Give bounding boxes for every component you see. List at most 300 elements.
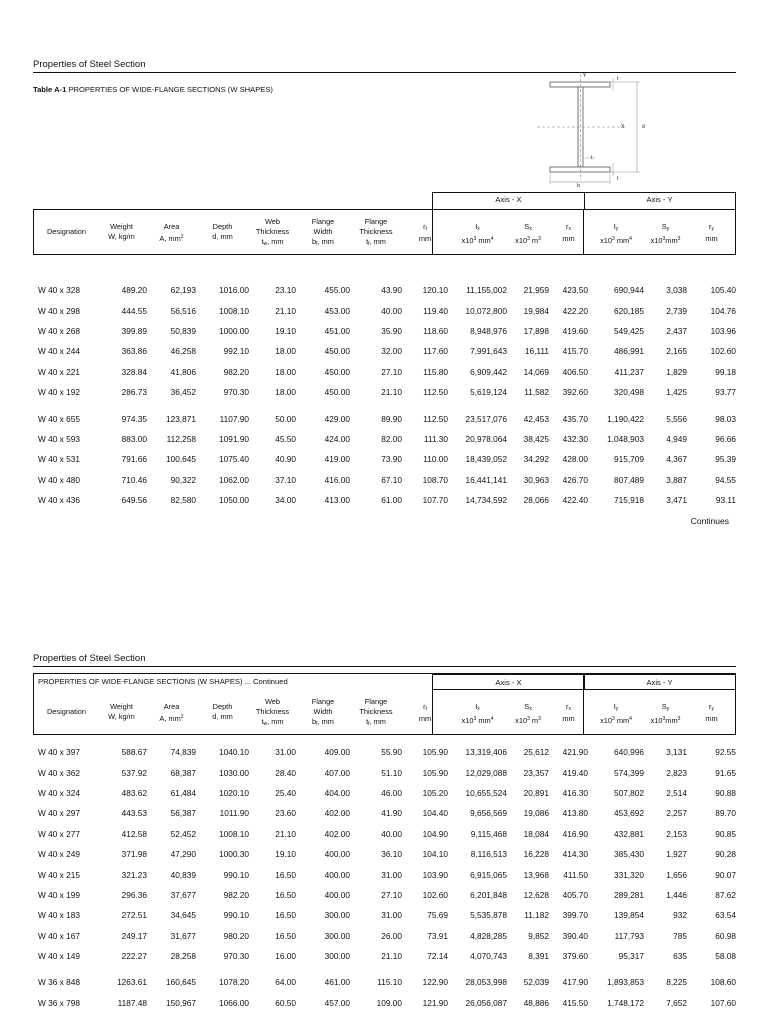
value-cell: 3,038 [666, 285, 687, 296]
value-cell: 455.00 [324, 285, 350, 296]
value-cell: 296.36 [121, 889, 147, 900]
value-cell: 249.17 [121, 930, 147, 941]
value-cell: 61.00 [381, 495, 402, 506]
header-iy: $I_y$ $x10^3$ $mm^4$ [600, 222, 632, 245]
value-cell: 11,182 [524, 910, 549, 921]
value-cell: 4,367 [666, 454, 687, 465]
value-cell: 98.03 [715, 413, 736, 424]
value-cell: 7,991,643 [470, 346, 507, 357]
header-designation: Designation [46, 227, 87, 236]
value-cell: 549,425 [614, 325, 644, 336]
value-cell: 45.50 [275, 433, 296, 444]
value-cell: 970.30 [223, 387, 249, 398]
value-cell: 55.90 [381, 747, 402, 758]
table-row [33, 844, 736, 864]
value-cell: 1066.00 [219, 997, 249, 1008]
value-cell: 16,441,141 [465, 474, 507, 485]
value-cell: 90.07 [715, 869, 736, 880]
value-cell: 1,927 [666, 849, 687, 860]
value-cell: 47,290 [170, 849, 196, 860]
header-rt: $r_t$ mm [418, 702, 432, 723]
value-cell: 537.92 [121, 767, 147, 778]
value-cell: 461.00 [324, 977, 350, 988]
value-cell: 8,948,976 [470, 325, 507, 336]
value-cell: 405.70 [562, 889, 588, 900]
value-cell: 1008.10 [219, 305, 249, 316]
designation-cell: W 36 x 798 [38, 997, 80, 1008]
value-cell: 419.40 [562, 767, 588, 778]
value-cell: 402.00 [324, 828, 350, 839]
value-cell: 100,645 [166, 454, 196, 465]
designation-cell: W 40 x 183 [38, 910, 80, 921]
value-cell: 16.50 [275, 889, 296, 900]
value-cell: 404.00 [324, 787, 350, 798]
value-cell: 416.30 [562, 787, 588, 798]
value-cell: 16,111 [524, 346, 549, 357]
value-cell: 117,793 [614, 930, 644, 941]
value-cell: 2,437 [666, 325, 687, 336]
value-cell: 16.50 [275, 869, 296, 880]
value-cell: 1,446 [666, 889, 687, 900]
value-cell: 62,193 [170, 285, 196, 296]
axis-header [432, 192, 736, 210]
value-cell: 8,225 [666, 977, 687, 988]
value-cell: 574,399 [614, 767, 644, 778]
value-cell: 443.53 [121, 808, 147, 819]
value-cell: 450.00 [324, 346, 350, 357]
value-cell: 399.70 [562, 910, 588, 921]
table-row [33, 993, 736, 1013]
value-cell: 40.00 [381, 305, 402, 316]
header-sy: $S_y$ $x10^3mm^3$ [650, 702, 681, 725]
header-sy: $S_y$ $x10^3mm^3$ [650, 222, 681, 245]
value-cell: 31.00 [381, 910, 402, 921]
value-cell: 115.10 [377, 977, 402, 988]
value-cell: 26,056,087 [465, 997, 507, 1008]
value-cell: 105.90 [422, 767, 448, 778]
table-row [33, 864, 736, 884]
header-depth: Depth d, mm [212, 222, 233, 241]
header-ry: $r_y$ mm [705, 222, 718, 243]
diagram-label-x: X [621, 124, 625, 130]
value-cell: 38,425 [523, 433, 549, 444]
designation-cell: W 40 x 221 [38, 366, 80, 377]
value-cell: 1,190,422 [607, 413, 644, 424]
table-row [33, 762, 736, 782]
value-cell: 43.90 [381, 285, 402, 296]
value-cell: 371.98 [121, 849, 147, 860]
table-row [33, 490, 736, 510]
value-cell: 40,839 [170, 869, 196, 880]
header-designation: Designation [46, 707, 87, 716]
value-cell: 451.00 [324, 325, 350, 336]
diagram-label-tf-bottom: t [617, 176, 619, 182]
value-cell: 92.55 [715, 747, 736, 758]
table-row [33, 382, 736, 402]
value-cell: 328.84 [121, 366, 147, 377]
axis-x-label: Axis - X [495, 195, 522, 204]
section-title: Properties of Steel Section [33, 653, 146, 664]
value-cell: 1,048,903 [607, 433, 644, 444]
value-cell: 9,852 [528, 930, 549, 941]
value-cell: 48,886 [523, 997, 549, 1008]
value-cell: 108.70 [422, 474, 448, 485]
header-ix: $I_x$ $x10^3$ $mm^4$ [461, 702, 494, 725]
value-cell: 1016.00 [219, 285, 249, 296]
value-cell: 31,677 [170, 930, 196, 941]
value-cell: 970.30 [223, 951, 249, 962]
value-cell: 1075.40 [219, 454, 249, 465]
value-cell: 117.60 [423, 346, 448, 357]
value-cell: 424.00 [324, 433, 350, 444]
value-cell: 89.90 [381, 413, 402, 424]
value-cell: 41.90 [381, 808, 402, 819]
value-cell: 107.60 [710, 997, 736, 1008]
value-cell: 1,748,172 [607, 997, 644, 1008]
value-cell: 483.62 [121, 787, 147, 798]
header-sx: $S_x$ $x10^3$ $m^3$ [515, 702, 541, 725]
table-row [33, 803, 736, 823]
value-cell: 807,489 [614, 474, 644, 485]
value-cell: 649.56 [121, 495, 147, 506]
value-cell: 28,258 [170, 951, 196, 962]
value-cell: 432.30 [562, 433, 588, 444]
value-cell: 1000.30 [219, 849, 249, 860]
header-flange-width: Flange Width $b_f$, mm [311, 697, 335, 727]
value-cell: 105.40 [710, 285, 736, 296]
header-weight: Weight W, kg/m [108, 222, 135, 241]
value-cell: 60.98 [715, 930, 736, 941]
value-cell: 2,165 [666, 346, 687, 357]
value-cell: 19.10 [275, 325, 296, 336]
value-cell: 320,498 [614, 387, 644, 398]
value-cell: 426.70 [562, 474, 588, 485]
value-cell: 64.00 [275, 977, 296, 988]
table-row [33, 824, 736, 844]
value-cell: 453,692 [614, 808, 644, 819]
value-cell: 13,319,406 [465, 747, 507, 758]
value-cell: 21.10 [275, 305, 296, 316]
value-cell: 411.50 [563, 869, 588, 880]
value-cell: 416.00 [324, 474, 350, 485]
value-cell: 91.65 [715, 767, 736, 778]
header-rx: $r_x$ mm [562, 222, 575, 243]
value-cell: 73.91 [427, 930, 448, 941]
value-cell: 19,086 [523, 808, 549, 819]
value-cell: 16.00 [275, 951, 296, 962]
value-cell: 23,517,076 [465, 413, 507, 424]
designation-cell: W 40 x 436 [38, 495, 80, 506]
value-cell: 99.18 [715, 366, 736, 377]
value-cell: 21.10 [275, 828, 296, 839]
value-cell: 2,823 [666, 767, 687, 778]
value-cell: 457.00 [324, 997, 350, 1008]
value-cell: 52,452 [170, 828, 196, 839]
value-cell: 379.60 [562, 951, 588, 962]
value-cell: 60.50 [275, 997, 296, 1008]
value-cell: 105.90 [422, 747, 448, 758]
header-flange-width: Flange Width $b_f$, mm [311, 217, 335, 247]
value-cell: 58.08 [715, 951, 736, 962]
value-cell: 3,131 [666, 747, 687, 758]
value-cell: 1040.10 [219, 747, 249, 758]
value-cell: 1091.90 [219, 433, 249, 444]
value-cell: 90.28 [715, 849, 736, 860]
value-cell: 105.20 [422, 787, 448, 798]
value-cell: 883.00 [121, 433, 147, 444]
designation-cell: W 40 x 531 [38, 454, 80, 465]
value-cell: 94.55 [715, 474, 736, 485]
table-caption-text: PROPERTIES OF WIDE-FLANGE SECTIONS (W SHAPES) [66, 85, 273, 94]
value-cell: 415.50 [562, 997, 588, 1008]
value-cell: 419.00 [324, 454, 350, 465]
header-rx: $r_x$ mm [562, 702, 575, 723]
value-cell: 56,516 [170, 305, 196, 316]
value-cell: 23.10 [275, 285, 296, 296]
value-cell: 31.00 [381, 869, 402, 880]
table-row [33, 429, 736, 449]
table-row [33, 362, 736, 382]
value-cell: 75.69 [427, 910, 448, 921]
designation-cell: W 40 x 397 [38, 747, 80, 758]
value-cell: 28.40 [275, 767, 296, 778]
header-web-thickness: Web Thickness $t_w$, mm [255, 697, 290, 727]
value-cell: 11,582 [524, 387, 549, 398]
value-cell: 42,453 [523, 413, 549, 424]
designation-cell: W 40 x 298 [38, 305, 80, 316]
value-cell: 104.90 [422, 828, 448, 839]
value-cell: 30,963 [523, 474, 549, 485]
value-cell: 51.10 [381, 767, 402, 778]
header-depth: Depth d, mm [212, 702, 233, 721]
diagram-label-bf: b [577, 183, 580, 189]
value-cell: 422.40 [562, 495, 588, 506]
header-iy: $I_y$ $x10^3$ $mm^4$ [600, 702, 632, 725]
value-cell: 90.88 [715, 787, 736, 798]
value-cell: 1011.90 [219, 808, 249, 819]
value-cell: 414.30 [562, 849, 588, 860]
value-cell: 635 [673, 951, 687, 962]
value-cell: 89.70 [715, 808, 736, 819]
value-cell: 392.60 [562, 387, 588, 398]
value-cell: 25.40 [275, 787, 296, 798]
value-cell: 87.62 [715, 889, 736, 900]
value-cell: 5,619,124 [470, 387, 507, 398]
designation-cell: W 40 x 328 [38, 285, 80, 296]
header-web-thickness: Web Thickness $t_w$, mm [255, 217, 290, 247]
value-cell: 980.20 [223, 930, 249, 941]
value-cell: 95.39 [715, 454, 736, 465]
properties-table [33, 280, 736, 510]
value-cell: 160,645 [166, 977, 196, 988]
value-cell: 1000.00 [219, 325, 249, 336]
value-cell: 18.00 [275, 387, 296, 398]
value-cell: 121.90 [422, 997, 448, 1008]
value-cell: 40.90 [275, 454, 296, 465]
value-cell: 1187.48 [117, 997, 147, 1008]
table-row [33, 321, 736, 341]
value-cell: 1107.90 [219, 413, 249, 424]
header-ix: $I_x$ $x10^3$ $mm^4$ [461, 222, 494, 245]
value-cell: 34.00 [275, 495, 296, 506]
designation-cell: W 40 x 268 [38, 325, 80, 336]
table-row [33, 449, 736, 469]
value-cell: 390.40 [562, 930, 588, 941]
table-row [33, 470, 736, 490]
table-row [33, 972, 736, 992]
value-cell: 453.00 [324, 305, 350, 316]
value-cell: 4,949 [666, 433, 687, 444]
header-divider [432, 689, 736, 690]
value-cell: 429.00 [324, 413, 350, 424]
value-cell: 95,317 [618, 951, 644, 962]
value-cell: 620,185 [614, 305, 644, 316]
value-cell: 139,854 [614, 910, 644, 921]
value-cell: 20,891 [523, 787, 549, 798]
value-cell: 8,116,513 [470, 849, 507, 860]
value-cell: 27.10 [381, 889, 402, 900]
value-cell: 19.10 [275, 849, 296, 860]
value-cell: 690,944 [614, 285, 644, 296]
value-cell: 400.00 [324, 869, 350, 880]
value-cell: 21,959 [523, 285, 549, 296]
value-cell: 61,484 [170, 787, 196, 798]
value-cell: 415.70 [562, 346, 588, 357]
value-cell: 915,709 [614, 454, 644, 465]
value-cell: 489.20 [121, 285, 147, 296]
value-cell: 1020.10 [219, 787, 249, 798]
value-cell: 21.10 [381, 951, 402, 962]
designation-cell: W 40 x 167 [38, 930, 80, 941]
value-cell: 27.10 [381, 366, 402, 377]
value-cell: 2,514 [666, 787, 687, 798]
value-cell: 73.90 [381, 454, 402, 465]
value-cell: 37.10 [275, 474, 296, 485]
value-cell: 90.85 [715, 828, 736, 839]
header-flange-thickness: Flange Thickness $t_f$, mm [359, 697, 393, 727]
value-cell: 50,839 [170, 325, 196, 336]
value-cell: 23,357 [523, 767, 549, 778]
value-cell: 416.90 [562, 828, 588, 839]
value-cell: 791.66 [121, 454, 147, 465]
value-cell: 112.50 [423, 387, 448, 398]
value-cell: 428.00 [562, 454, 588, 465]
designation-cell: W 40 x 277 [38, 828, 80, 839]
value-cell: 37,677 [170, 889, 196, 900]
value-cell: 93.11 [715, 495, 736, 506]
value-cell: 407.00 [324, 767, 350, 778]
value-cell: 417.90 [562, 977, 588, 988]
value-cell: 122.90 [422, 977, 448, 988]
header-area: Area A, $mm^2$ [159, 702, 184, 723]
diagram-label-tw: t [591, 155, 593, 161]
value-cell: 385,430 [614, 849, 644, 860]
value-cell: 1,893,853 [607, 977, 644, 988]
header-sx: $S_x$ $x10^3$ $m^3$ [515, 222, 541, 245]
table-number: Table A-1 [33, 85, 67, 94]
value-cell: 18,084 [523, 828, 549, 839]
value-cell: 18.00 [275, 346, 296, 357]
value-cell: 3,887 [666, 474, 687, 485]
value-cell: 6,909,442 [470, 366, 507, 377]
value-cell: 6,201,848 [470, 889, 507, 900]
table-row [33, 408, 736, 428]
axis-x-label: Axis - X [495, 678, 522, 687]
value-cell: 63.54 [715, 910, 736, 921]
value-cell: 406.50 [562, 366, 588, 377]
value-cell: 104.10 [422, 849, 448, 860]
value-cell: 412.58 [121, 828, 147, 839]
value-cell: 409.00 [324, 747, 350, 758]
value-cell: 286.73 [121, 387, 147, 398]
value-cell: 4,070,743 [470, 951, 507, 962]
value-cell: 28,053,998 [465, 977, 507, 988]
table-row [33, 926, 736, 946]
designation-cell: W 40 x 362 [38, 767, 80, 778]
value-cell: 14,069 [523, 366, 549, 377]
designation-cell: W 40 x 655 [38, 413, 80, 424]
value-cell: 14,734,592 [465, 495, 507, 506]
value-cell: 17,898 [523, 325, 549, 336]
value-cell: 272.51 [121, 910, 147, 921]
value-cell: 363.86 [121, 346, 147, 357]
value-cell: 36,452 [170, 387, 196, 398]
axis-y-label: Axis - Y [646, 195, 673, 204]
value-cell: 715,918 [614, 495, 644, 506]
value-cell: 1050.00 [219, 495, 249, 506]
value-cell: 2,153 [666, 828, 687, 839]
value-cell: 102.60 [710, 346, 736, 357]
value-cell: 300.00 [324, 930, 350, 941]
table-row [33, 341, 736, 361]
value-cell: 35.90 [381, 325, 402, 336]
value-cell: 289,281 [614, 889, 644, 900]
value-cell: 32.00 [381, 346, 402, 357]
properties-table-continued [33, 742, 736, 1013]
value-cell: 588.67 [121, 747, 147, 758]
value-cell: 119.40 [423, 305, 448, 316]
table-caption: PROPERTIES OF WIDE-FLANGE SECTIONS (W SHAPES) ... Continued [38, 677, 288, 686]
value-cell: 90,322 [170, 474, 196, 485]
table-row [33, 300, 736, 320]
header-area: Area A, $mm^2$ [159, 222, 184, 243]
diagram-label-y: Y [583, 73, 587, 79]
axis-y-label: Axis - Y [646, 678, 673, 687]
value-cell: 123,871 [166, 413, 196, 424]
value-cell: 423.50 [562, 285, 588, 296]
value-cell: 7,652 [666, 997, 687, 1008]
value-cell: 20,978,064 [465, 433, 507, 444]
value-cell: 5,535,878 [470, 910, 507, 921]
value-cell: 450.00 [324, 366, 350, 377]
diagram-label-d: d [642, 124, 645, 130]
value-cell: 1078.20 [219, 977, 249, 988]
value-cell: 103.90 [422, 869, 448, 880]
value-cell: 990.10 [223, 869, 249, 880]
section-rule [33, 666, 736, 667]
value-cell: 23.60 [275, 808, 296, 819]
value-cell: 28,066 [523, 495, 549, 506]
value-cell: 12,628 [523, 889, 549, 900]
diagram-label-tf: t [617, 76, 619, 82]
value-cell: 432,881 [614, 828, 644, 839]
value-cell: 31.00 [275, 747, 296, 758]
value-cell: 435.70 [562, 413, 588, 424]
value-cell: 1030.00 [219, 767, 249, 778]
value-cell: 34,292 [523, 454, 549, 465]
designation-cell: W 40 x 149 [38, 951, 80, 962]
value-cell: 413.80 [562, 808, 588, 819]
